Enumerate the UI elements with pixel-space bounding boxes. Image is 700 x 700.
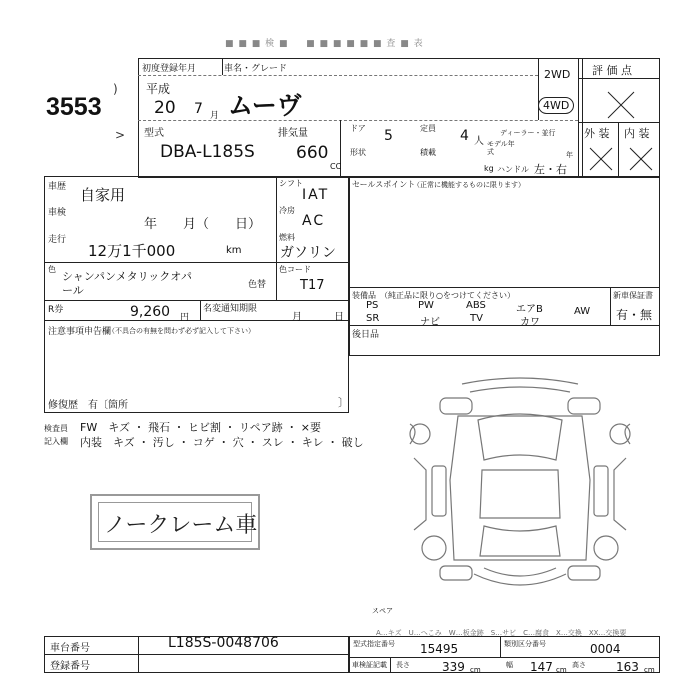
shape-label: 形状	[350, 148, 366, 157]
displacement-label: 排気量	[278, 128, 308, 139]
km-unit: km	[226, 245, 242, 256]
mileage-value: 12万1千000	[88, 242, 176, 260]
notes-sub: （不具合の有無を問わず必ず記入して下さい）	[108, 327, 255, 335]
model-year-label: モデル年式	[487, 140, 515, 156]
inspector-line-2: 内装 キズ ・ 汚し ・ コゲ ・ 穴 ・ スレ ・ キレ ・ 破し	[80, 436, 364, 449]
handle-label: ハンドル	[497, 165, 529, 174]
car-name: ムーヴ	[228, 91, 302, 120]
equip-sr: SR	[366, 313, 380, 324]
height-label: 高さ	[572, 661, 586, 669]
type-designation-label: 型式指定番号	[353, 640, 395, 648]
history-label: 車歴	[48, 182, 67, 192]
color-line2: ール	[62, 284, 84, 297]
grade-title: 評 価 点	[592, 64, 632, 77]
equip-tv: TV	[470, 313, 483, 324]
exterior-label: 外 装	[584, 127, 610, 140]
inspector-label-2: 記入欄	[44, 437, 68, 446]
color-code-label: 色コード	[279, 265, 311, 274]
right-info-box	[349, 176, 660, 356]
diagram-legend: A…キズ U…へこみ W…板金跡 S…サビ C…腐食 X…交換 XX…交換要	[376, 629, 627, 637]
capacity-label: 定員	[420, 124, 436, 133]
inspector-label-1: 検査員	[44, 424, 68, 433]
length-unit: cm	[470, 666, 481, 674]
registration-label: 登録番号	[50, 661, 90, 672]
equip-abs: ABS	[466, 300, 486, 311]
equipment-note: （純正品に限り○をつけてください）	[380, 291, 515, 300]
capacity: 4	[460, 128, 469, 144]
dealer-label: ディーラー・並行	[500, 129, 556, 137]
type-designation: 15495	[420, 642, 459, 656]
drive-2wd: 2WD	[544, 68, 571, 81]
yen-unit: 円	[180, 313, 190, 323]
shift-value: IAT	[302, 187, 330, 203]
cert-label: 車検証記載	[352, 661, 387, 669]
equip-airbag: エアB	[516, 304, 543, 315]
reg-month: 7	[194, 101, 203, 117]
shift-label: シフト	[279, 179, 303, 188]
overall-grade-cross	[606, 90, 636, 120]
width-unit: cm	[556, 666, 567, 674]
mileage-label: 走行	[48, 235, 67, 245]
form-title: ■ ■ ■ 検 ■ ■ ■ ■ ■ ■ ■ 査 ■ 表	[225, 39, 424, 49]
kg-unit: kg	[484, 164, 494, 173]
color-line1: シャンパンメタリックオパ	[62, 270, 193, 283]
door-label: ドア	[350, 124, 366, 133]
reg-year: 20	[154, 98, 176, 118]
cc-unit: CC	[330, 162, 342, 171]
width-label: 幅	[506, 661, 513, 669]
model-code: DBA-L185S	[160, 142, 255, 162]
recycle-label: R券	[48, 305, 64, 315]
equip-pw: PW	[418, 300, 434, 311]
inspection-label: 車検	[48, 208, 67, 218]
lot-number: 3553	[46, 93, 102, 121]
tax-deadline-label: 名変通知期限	[203, 304, 258, 314]
height-value: 163	[616, 660, 639, 674]
length-label: 長さ	[396, 661, 410, 669]
category-label: 類別区分番号	[504, 640, 546, 648]
notes-label: 注意事項申告欄	[48, 327, 112, 337]
inspector-line-1: FW キズ ・ 飛石 ・ ヒビ割 ・ リペア跡 ・ ×要	[80, 421, 321, 434]
person-unit: 人	[474, 136, 484, 147]
width-value: 147	[530, 660, 553, 674]
ac-label: 冷房	[279, 206, 295, 215]
color-code: T17	[300, 278, 325, 293]
chassis-label: 車台番号	[50, 643, 90, 654]
history-value: 自家用	[80, 186, 126, 204]
equip-ps: PS	[366, 300, 379, 311]
model-label: 型式	[144, 128, 164, 139]
rear-items-label: 後日品	[352, 330, 380, 340]
tax-month-label: 月	[292, 312, 302, 323]
stamp-text: ノークレーム車	[104, 513, 258, 538]
exterior-grade-cross	[588, 146, 614, 172]
scratch-mark: )	[113, 82, 118, 96]
car-name-label: 車名・グレード	[224, 64, 288, 74]
tax-day-label: 日	[334, 312, 344, 323]
car-damage-diagram	[400, 370, 640, 600]
height-unit: cm	[644, 666, 655, 674]
year-unit: 年	[566, 151, 573, 159]
spare-label: スペア	[372, 607, 393, 615]
fuel-value: ガソリン	[280, 245, 336, 261]
no-claim-stamp	[90, 494, 260, 550]
repair-close: 〕	[338, 396, 349, 409]
inspection-value: 年 月（ 日）	[144, 217, 262, 232]
recycle-amount: 9,260	[130, 304, 171, 320]
length-value: 339	[442, 660, 465, 674]
sales-point-label: セールスポイント	[352, 180, 416, 189]
category-number: 0004	[590, 642, 621, 656]
warranty-value: 有・無	[616, 308, 653, 322]
drive-4wd-circled: 4WD	[538, 97, 574, 114]
repair-label: 修復歴	[48, 400, 78, 411]
warranty-label: 新車保証書	[613, 291, 653, 300]
color-change-label: 色替	[248, 280, 267, 290]
doors: 5	[384, 128, 393, 144]
load-label: 積載	[420, 148, 436, 157]
sales-point-note: （正常に機能するものに限ります）	[413, 181, 525, 189]
chassis-number: L185S-0048706	[168, 635, 279, 651]
first-reg-label: 初度登録年月	[142, 64, 197, 74]
ac-value: AC	[302, 213, 326, 229]
handle-value: 左・右	[534, 163, 567, 176]
equipment-label: 装備品	[352, 291, 376, 300]
equip-leather: カワ	[520, 317, 540, 328]
fuel-label: 燃料	[279, 233, 295, 242]
scratch-mark: >	[115, 128, 126, 142]
month-unit: 月	[210, 111, 220, 121]
equip-aw: AW	[574, 306, 591, 317]
interior-label: 内 装	[624, 127, 650, 140]
interior-grade-cross	[628, 146, 654, 172]
details-box	[44, 176, 349, 413]
color-label: 色	[48, 265, 56, 274]
era: 平成	[146, 82, 171, 96]
displacement: 660	[296, 143, 329, 163]
repair-value: 有〔箇所	[88, 400, 128, 411]
equip-navi: ナビ	[420, 317, 440, 328]
